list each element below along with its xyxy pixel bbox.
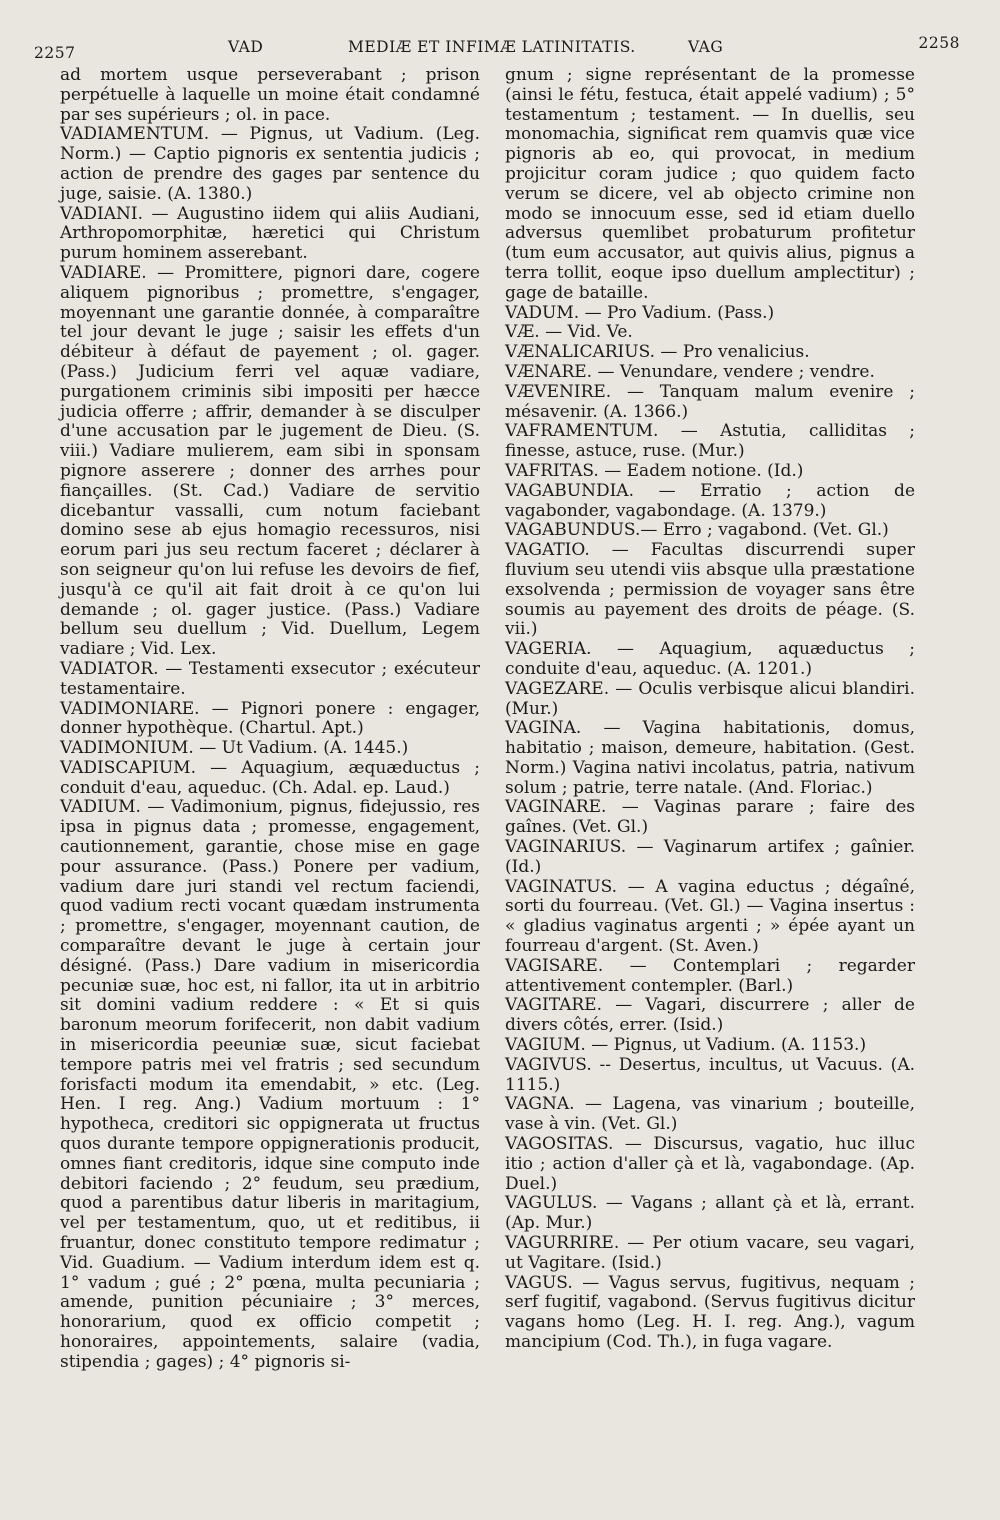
- entry: VADUM. — Pro Vadium. (Pass.): [505, 302, 775, 323]
- entry: VAGABUNDUS.— Erro ; vagabond. (Vet. Gl.): [505, 520, 889, 541]
- entry: VAGINARIUS. — Vaginarum artifex ; gaînier. (Id.): [505, 837, 915, 877]
- entry: VAGISARE. — Contemplari ; regarder attentivement contempler. (Barl.): [505, 955, 915, 996]
- entry: VÆ. — Vid. Ve.: [505, 322, 633, 343]
- entry: VADIMONIARE. — Pignori ponere : engager, donner hypothèque. (Chartul. Apt.): [60, 698, 480, 739]
- entry: VAGUS. — Vagus servus, fugitivus, nequam ; serf fugitif, vagabond. (Servus fugitivus dicitur vagans homo (Leg. H. I. reg. Ang.), vagum mancipium (Cod. Th.), in fuga vagare.: [505, 1272, 915, 1352]
- entry: VADIANI. — Augustino iidem qui aliis Audiani, Arthropomorphitæ, hæretici qui Christum purum hominem asserebant.: [60, 203, 480, 264]
- entry: VAGINA. — Vagina habitationis, domus, habitatio ; maison, demeure, habitation. (Gest. Norm.) Vagina nativi incolatus, patria, nativum solum ; patrie, terre natale. (And. Floriac.): [505, 718, 915, 798]
- entry: VAGEZARE. — Oculis verbisque alicui blandiri. (Mur.): [505, 678, 915, 719]
- running-header: [28, 30, 972, 64]
- entry: ad mortem usque perseverabant ; prison perpétuelle à laquelle un moine était condamné par ses supérieurs ; ol. in pace.: [60, 65, 480, 125]
- entry: VADIMONIUM. — Ut Vadium. (A. 1445.): [60, 738, 409, 759]
- entry: VAGNA. — Lagena, vas vinarium ; bouteille, vase à vin. (Vet. Gl.): [505, 1094, 915, 1135]
- entry: VAFRAMENTUM. — Astutia, calliditas ; finesse, astuce, ruse. (Mur.): [505, 421, 915, 462]
- entry: VAGIVUS. -- Desertus, incultus, ut Vacuus. (A. 1115.): [505, 1054, 915, 1095]
- running-title: MEDIÆ ET INFIMÆ LATINITATIS.: [348, 38, 636, 56]
- entry: VAGULUS. — Vagans ; allant çà et là, errant. (Ap. Mur.): [505, 1193, 915, 1234]
- entry: VAGATIO. — Facultas discurrendi super fluvium seu utendi viis absque ulla præstatione exsolvenda ; permission de voyager sans être soumis au payement des droits de péage. (S. vii.): [505, 540, 915, 640]
- entry: VAGITARE. — Vagari, discurrere ; aller de divers côtés, errer. (Isid.): [505, 995, 915, 1036]
- entry: VADIARE. — Promittere, pignori dare, cogere aliquem pignoribus ; promettre, s'engager, moyennant une garantie donnée, à comparaître tel jour devant le juge ; saisir les effets d'un débiteur à défaut de payement ; ol. gager. (Pass.) Judicium ferri vel aquæ vadiare, purgationem criminis sibi impositi per hæcce judicia offerre ; affrir, demander à se disculper d'une accusation par le jugement de Dieu. (S. viii.) Vadiare mulierem, eam sibi in sponsam pignore asserere ; donner des arrhes pour fiançailles. (St. Cad.) Vadiare de servitio dicebantur vassalli, cum notum faciebant domino sese ab ejus homagio recessuros, nisi eorum pari jus seu rectum faceret ; déclarer à son seigneur qu'on lui refuse les devoirs de fief, jusqu'à ce qu'il ait fait droit à ce qu'on lui demande ; ol. gager justice. (Pass.) Vadiare bellum seu duellum ; Vid. Duellum, Legem vadiare ; Vid. Lex.: [60, 262, 480, 660]
- entry: VAFRITAS. — Eadem notione. (Id.): [505, 460, 804, 481]
- entry: VÆNARE. — Venundare, vendere ; vendre.: [505, 361, 875, 382]
- entry: VADISCAPIUM. — Aquagium, æquæductus ; conduit d'eau, aqueduc. (Ch. Adal. ep. Laud.): [60, 757, 480, 798]
- entry: gnum ; signe représentant de la promesse (ainsi le fétu, festuca, était appelé vadium) ; 5° testamentum ; testament. — In duellis, seu monomachia, significat rem quamvis quæ vice pignoris ab eo, qui provocat, in medium projicitur coram judice ; quo quidem facto verum se dicere, vel ab objecto crimine non modo se innocuum esse, sed id etiam duello adversus quemlibet probaturum profitetur (tum eum accusator, aut quivis alius, pignus a terra tollit, eoque ipso duellum amplectitur) ; gage de bataille.: [505, 65, 915, 303]
- entry: VAGIUM. — Pignus, ut Vadium. (A. 1153.): [505, 1035, 867, 1056]
- entry: VADIAMENTUM. — Pignus, ut Vadium. (Leg. Norm.) — Captio pignoris ex sententia judicis ; action de prendre des gages par sentence du juge, saisie. (A. 1380.): [60, 124, 480, 204]
- entry: VAGINARE. — Vaginas parare ; faire des gaînes. (Vet. Gl.): [505, 797, 915, 838]
- entry: VAGERIA. — Aquagium, aquæductus ; conduite d'eau, aqueduc. (A. 1201.): [505, 639, 915, 679]
- entry: VAGURRIRE. — Per otium vacare, seu vagari, ut Vagitare. (Isid.): [505, 1233, 915, 1273]
- right-column: [505, 66, 915, 1353]
- page-number-right: 2258: [918, 34, 960, 52]
- left-column: [60, 66, 480, 1373]
- entry: VADIATOR. — Testamenti exsecutor ; exécuteur testamentaire.: [60, 658, 480, 699]
- entry: VADIUM. — Vadimonium, pignus, fidejussio, res ipsa in pignus data ; promesse, engagement, cautionnement, garantie, chose mise en gage pour assurance. (Pass.) Ponere per vadium, vadium dare juri standi vel rectum faciendi, quod vadium recti vocant quædam instrumenta ; promettre, s'engager, moyennant caution, de comparaître devant le juge à certain jour désigné. (Pass.) Dare vadium in misericordia pecuniæ suæ, hoc est, ni fallor, ita ut in arbitrio sit domini vadium reddere : « Et si quis baronum meorum forifecerit, non dabit vadium in misericordia peeuniæ suæ, sicut faciebat tempore patris mei vel fratris ; sed secundum forisfacti modum ita emendabit, » etc. (Leg. Hen. I reg. Ang.) Vadium mortuum : 1° hypotheca, creditori sic oppignerata ut fructus quos durante tempore oppignerationis producit, omnes fiant creditoris, idque sine computo inde debitori faciendo ; 2° feudum, seu prædium, quod a parentibus datur liberis in maritagium, vel per testamentum, quo, ut et reditibus, ii fruantur, donec constituto tempore redimatur ; Vid. Guadium. — Vadium interdum idem est q. 1° vadum ; gué ; 2° pœna, multa pecuniaria ; amende, punition pécuniaire ; 3° merces, honorarium, quod ex officio competit ; honoraires, appointements, salaire (vadia, stipendia ; gages) ; 4° pignoris si-: [60, 797, 480, 1372]
- entry: VÆNALICARIUS. — Pro venalicius.: [505, 342, 810, 363]
- entry: VÆVENIRE. — Tanquam malum evenire ; mésavenir. (A. 1366.): [505, 381, 915, 422]
- entry: VAGOSITAS. — Discursus, vagatio, huc illuc itio ; action d'aller çà et là, vagabondage. (Ap. Duel.): [505, 1134, 915, 1194]
- guide-word-left: VAD: [228, 38, 264, 56]
- page-number-left: 2257: [34, 44, 76, 62]
- entry: VAGINATUS. — A vagina eductus ; dégaîné, sorti du fourreau. (Vet. Gl.) — Vagina insertus : « gladius vaginatus argenti ; » épée ayant un fourreau d'argent. (St. Aven.): [505, 876, 915, 957]
- entry: VAGABUNDIA. — Erratio ; action de vagabonder, vagabondage. (A. 1379.): [505, 480, 915, 521]
- guide-word-right: VAG: [688, 38, 724, 56]
